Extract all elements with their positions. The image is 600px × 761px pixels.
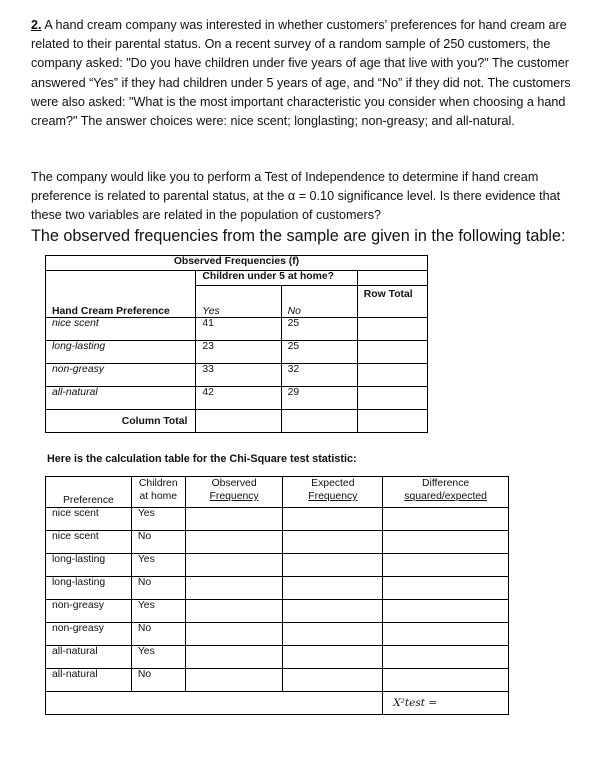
observed-frequencies-table: [45, 255, 428, 433]
chi-square-label: X²test =: [393, 697, 438, 709]
row-label: all-natural: [46, 387, 196, 410]
calc-observed-cell[interactable]: [185, 600, 283, 623]
cell-no: 25: [281, 318, 357, 341]
calc-expected-cell[interactable]: [283, 508, 383, 531]
problem-paragraph-1: [31, 16, 591, 131]
header-children-1: Children: [138, 478, 178, 489]
row-label: non-greasy: [46, 364, 196, 387]
calc-observed-cell[interactable]: [185, 554, 283, 577]
calc-pref: non-greasy: [46, 600, 132, 623]
chi-total-row: [46, 692, 509, 715]
cell-row-total[interactable]: [357, 318, 427, 341]
calc-diff-cell[interactable]: [383, 577, 509, 600]
calc-observed-cell[interactable]: [185, 508, 283, 531]
calc-table-caption: Here is the calculation table for the Chi-Square test statistic:: [47, 453, 357, 465]
calc-expected-cell[interactable]: [283, 669, 383, 692]
cell-row-total[interactable]: [357, 387, 427, 410]
column-total-row: [46, 410, 428, 433]
calc-diff-cell[interactable]: [383, 646, 509, 669]
cell-grand-total[interactable]: [357, 410, 427, 433]
table-row: [46, 318, 428, 341]
calc-expected-cell[interactable]: [283, 623, 383, 646]
calc-child: Yes: [131, 554, 185, 577]
table-row: [46, 669, 509, 692]
calc-child: No: [131, 577, 185, 600]
header-preference: Preference: [62, 495, 114, 506]
table-row: [46, 600, 509, 623]
calc-diff-cell[interactable]: [383, 623, 509, 646]
table-row: [46, 554, 509, 577]
table-row: [46, 531, 509, 554]
header-observed-1: Observed: [211, 478, 257, 489]
calc-expected-cell[interactable]: [283, 600, 383, 623]
cell-yes: 42: [196, 387, 281, 410]
calc-expected-cell[interactable]: [283, 646, 383, 669]
table-row: [46, 508, 509, 531]
header-children-2: at home: [139, 491, 178, 502]
calc-child: No: [131, 669, 185, 692]
cell-row-total[interactable]: [357, 341, 427, 364]
table-row: [46, 364, 428, 387]
table-row: [46, 387, 428, 410]
calc-observed-cell[interactable]: [185, 669, 283, 692]
header-expected-1: Expected: [311, 478, 355, 489]
cell-row-total[interactable]: [357, 364, 427, 387]
calc-observed-cell[interactable]: [185, 531, 283, 554]
calc-observed-cell[interactable]: [185, 577, 283, 600]
row-total-header: Row Total: [357, 286, 427, 318]
calc-child: No: [131, 531, 185, 554]
calc-child: Yes: [131, 508, 185, 531]
header-expected-2: Frequency: [308, 491, 358, 502]
calc-observed-cell[interactable]: [185, 646, 283, 669]
calc-pref: non-greasy: [46, 623, 132, 646]
observed-table-subtitle: Children under 5 at home?: [196, 271, 357, 286]
calc-diff-cell[interactable]: [383, 554, 509, 577]
cell-no: 29: [281, 387, 357, 410]
calc-expected-cell[interactable]: [283, 577, 383, 600]
calc-child: No: [131, 623, 185, 646]
calc-pref: nice scent: [46, 508, 132, 531]
calc-pref: nice scent: [46, 531, 132, 554]
cell-yes: 33: [196, 364, 281, 387]
header-observed-2: Frequency: [209, 491, 259, 502]
calc-diff-cell[interactable]: [383, 600, 509, 623]
calc-pref: long-lasting: [46, 577, 132, 600]
problem-text-1: A hand cream company was interested in whether customers’ preferences for hand cream are related to their parental status. On a recent survey of a random sample of 250 customers, the company asked: "Do you have children under five years of age that live with you?" The customer answered “Yes” if they had children under 5 years of age, and “No” if they did not. The customers were also asked: "What is the most important characteristic you consider when choosing a hand cream?" The answer choices were: nice scent; longlasting; non-greasy; and all-natural.: [31, 18, 571, 129]
table-row: [46, 577, 509, 600]
cell-yes: 23: [196, 341, 281, 364]
table-row: [46, 341, 428, 364]
column-total-label: Column Total: [46, 410, 196, 433]
table-row: [46, 646, 509, 669]
table-row: [46, 623, 509, 646]
calc-pref: long-lasting: [46, 554, 132, 577]
header-diff-2: squared/expected: [404, 491, 487, 502]
calc-diff-cell[interactable]: [383, 531, 509, 554]
no-header: No: [281, 286, 357, 318]
header-diff-1: Difference: [422, 478, 470, 489]
yes-header: Yes: [196, 286, 281, 318]
question-number: 2.: [31, 18, 42, 32]
row-label: nice scent: [46, 318, 196, 341]
cell-no: 25: [281, 341, 357, 364]
calc-diff-cell[interactable]: [383, 508, 509, 531]
calc-child: Yes: [131, 600, 185, 623]
calc-pref: all-natural: [46, 669, 132, 692]
calc-observed-cell[interactable]: [185, 623, 283, 646]
cell-total-yes[interactable]: [196, 410, 281, 433]
calc-child: Yes: [131, 646, 185, 669]
problem-paragraph-3: The observed frequencies from the sample are given in the following table:: [31, 227, 566, 245]
calc-expected-cell[interactable]: [283, 554, 383, 577]
chi-square-calc-table: [45, 476, 509, 715]
cell-yes: 41: [196, 318, 281, 341]
cell-no: 32: [281, 364, 357, 387]
calc-diff-cell[interactable]: [383, 669, 509, 692]
pref-header: Hand Cream Preference: [46, 286, 196, 318]
cell-total-no[interactable]: [281, 410, 357, 433]
row-label: long-lasting: [46, 341, 196, 364]
problem-paragraph-2: The company would like you to perform a Test of Independence to determine if hand cream preference is related to parental status, at the α = 0.10 significance level. Is there evidence that these two variables are related in the population of customers?: [31, 170, 561, 223]
calc-expected-cell[interactable]: [283, 531, 383, 554]
calc-pref: all-natural: [46, 646, 132, 669]
observed-table-title: Observed Frequencies (f): [46, 256, 428, 271]
